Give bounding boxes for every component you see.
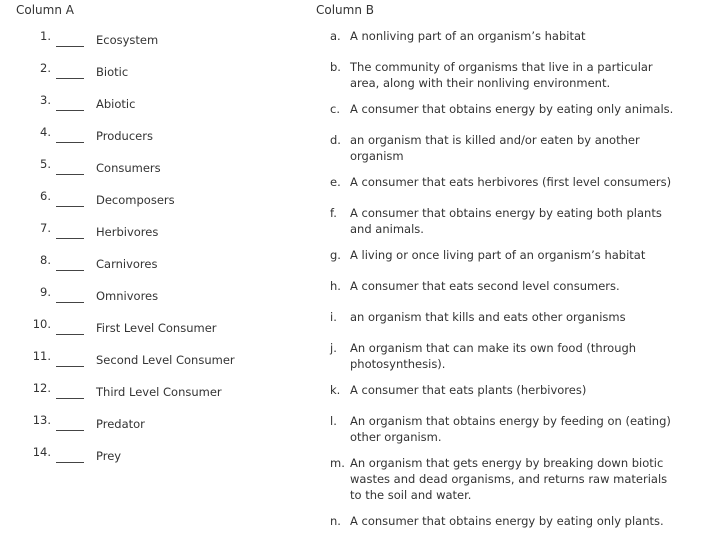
definition-letter: l. — [330, 414, 337, 428]
definition-letter: h. — [330, 279, 341, 293]
item-number: 10. — [32, 317, 51, 331]
item-number: 8. — [40, 253, 51, 267]
definition-letter: m. — [330, 456, 345, 470]
item-number: 6. — [40, 189, 51, 203]
definition-text: A consumer that eats second level consumers. — [350, 279, 620, 293]
definition-text: An organism that gets energy by breaking down biotic wastes and dead organisms, and returns raw materials to the soil and water. — [350, 456, 668, 502]
definition-text: A consumer that obtains energy by eating only animals. — [350, 102, 674, 116]
term-label: Omnivores — [96, 289, 159, 303]
definition-text: An organism that obtains energy by feeding on (eating) other organism. — [350, 414, 671, 444]
definition-letter: d. — [330, 133, 341, 147]
definition-letter: j. — [330, 341, 337, 355]
definition-text: an organism that kills and eats other organisms — [350, 310, 626, 324]
definition-letter: a. — [330, 29, 341, 43]
definition-letter: g. — [330, 248, 341, 262]
item-number: 4. — [40, 125, 51, 139]
column-b-header: Column B — [316, 3, 375, 17]
term-label: Prey — [96, 449, 122, 463]
term-label: Abiotic — [96, 97, 136, 111]
definition-letter: k. — [330, 383, 341, 397]
definition-letter: f. — [330, 206, 337, 220]
term-label: Producers — [96, 129, 153, 143]
term-label: Predator — [96, 417, 145, 431]
definition-letter: c. — [330, 102, 340, 116]
item-number: 12. — [32, 381, 51, 395]
item-number: 11. — [32, 349, 51, 363]
definition-text: The community of organisms that live in a particular area, along with their nonliving environment. — [350, 60, 653, 90]
definition-letter: e. — [330, 175, 341, 189]
term-label: Second Level Consumer — [96, 353, 235, 367]
definition-letter: n. — [330, 514, 341, 528]
term-label: First Level Consumer — [96, 321, 217, 335]
definition-text: an organism that is killed and/or eaten by another organism — [350, 133, 640, 163]
column-a-header: Column A — [16, 3, 74, 17]
definition-text: A consumer that obtains energy by eating only plants. — [350, 514, 664, 528]
item-number: 2. — [40, 61, 51, 75]
definition-text: A consumer that eats herbivores (first level consumers) — [350, 175, 672, 189]
item-number: 7. — [40, 221, 51, 235]
item-number: 13. — [32, 413, 51, 427]
term-label: Consumers — [96, 161, 161, 175]
definition-text: A living or once living part of an organism’s habitat — [350, 248, 646, 262]
term-label: Herbivores — [96, 225, 159, 239]
definition-text: A consumer that obtains energy by eating both plants and animals. — [350, 206, 662, 236]
item-number: 5. — [40, 157, 51, 171]
item-number: 1. — [40, 29, 51, 43]
term-label: Carnivores — [96, 257, 158, 271]
definition-letter: i. — [330, 310, 337, 324]
definition-text: An organism that can make its own food (through photosynthesis). — [350, 341, 637, 371]
item-number: 3. — [40, 93, 51, 107]
item-number: 14. — [32, 445, 51, 459]
item-number: 9. — [40, 285, 51, 299]
term-label: Third Level Consumer — [96, 385, 222, 399]
definition-text: A consumer that eats plants (herbivores) — [350, 383, 587, 397]
term-label: Decomposers — [96, 193, 175, 207]
definition-text: A nonliving part of an organism’s habitat — [350, 29, 586, 43]
term-label: Ecosystem — [96, 33, 159, 47]
definition-letter: b. — [330, 60, 341, 74]
term-label: Biotic — [96, 65, 129, 79]
